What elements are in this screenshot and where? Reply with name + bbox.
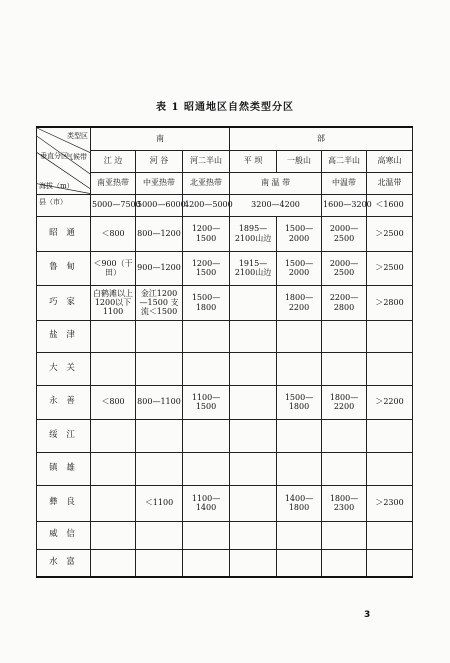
- value-cell: [91, 485, 136, 521]
- value-cell: 800—1200: [136, 216, 183, 251]
- value-cell: [183, 549, 230, 577]
- table-row: [37, 452, 413, 485]
- county-name-cell: 巧 家: [37, 285, 91, 320]
- belt-header: 南 温 带: [230, 172, 322, 194]
- value-cell: 1800—2200: [322, 385, 367, 419]
- value-cell: ＞2200: [367, 385, 413, 419]
- altitude-cell: ＜1600: [367, 194, 413, 216]
- zone-header-right: 部: [230, 127, 413, 150]
- altitude-cell: 3200—4200: [230, 194, 322, 216]
- value-cell: [230, 419, 277, 452]
- value-cell: 2000—2500: [322, 251, 367, 285]
- county-name-cell: 昭 通: [37, 216, 91, 251]
- value-cell: [322, 320, 367, 352]
- county-name-cell: 鲁 甸: [37, 251, 91, 285]
- table-row: [37, 521, 413, 549]
- type-header: 江 边: [91, 150, 136, 172]
- table-row: [37, 320, 413, 352]
- value-cell: 900—1200: [136, 251, 183, 285]
- altitude-cell: 5000—7500: [91, 194, 136, 216]
- type-header: 高二半山: [322, 150, 367, 172]
- value-cell: 1500—2000: [277, 251, 322, 285]
- value-cell: [91, 452, 136, 485]
- county-name-cell: 大 关: [37, 352, 91, 385]
- value-cell: [367, 419, 413, 452]
- value-cell: [277, 352, 322, 385]
- value-cell: 1100—1500: [183, 385, 230, 419]
- value-cell: [136, 521, 183, 549]
- county-name-cell: 绥 江: [37, 419, 91, 452]
- type-header: 高寒山: [367, 150, 413, 172]
- county-name-cell: 盐 津: [37, 320, 91, 352]
- zone-header-left: 南: [91, 127, 230, 150]
- value-cell: ＜800: [91, 385, 136, 419]
- value-cell: [136, 352, 183, 385]
- table-row: [37, 285, 413, 320]
- value-cell: [91, 320, 136, 352]
- value-cell: [91, 549, 136, 577]
- value-cell: [322, 452, 367, 485]
- value-cell: 1500—1800: [183, 285, 230, 320]
- value-cell: 1200—1500: [183, 251, 230, 285]
- value-cell: ＜800: [91, 216, 136, 251]
- value-cell: [277, 549, 322, 577]
- value-cell: [230, 320, 277, 352]
- value-cell: [230, 452, 277, 485]
- corner-label-type: 类型区: [67, 132, 88, 140]
- value-cell: [367, 352, 413, 385]
- belt-header: 南亚热带: [91, 172, 136, 194]
- value-cell: 白鹤滩以上1200以下1100: [91, 285, 136, 320]
- value-cell: 1200—1500: [183, 216, 230, 251]
- value-cell: [367, 452, 413, 485]
- value-cell: [183, 521, 230, 549]
- value-cell: [322, 352, 367, 385]
- belt-header: 中温带: [322, 172, 367, 194]
- altitude-cell: 5000—6000: [136, 194, 183, 216]
- value-cell: ＞2300: [367, 485, 413, 521]
- table-row: [37, 352, 413, 385]
- value-cell: 1500—2000: [277, 216, 322, 251]
- value-cell: [230, 352, 277, 385]
- value-cell: 2000—2500: [322, 216, 367, 251]
- page-number: 3: [364, 610, 371, 620]
- value-cell: [367, 320, 413, 352]
- value-cell: 1400—1800: [277, 485, 322, 521]
- table-row: [37, 251, 413, 285]
- value-cell: [136, 452, 183, 485]
- value-cell: [136, 419, 183, 452]
- value-cell: [367, 521, 413, 549]
- value-cell: ＜1100: [136, 485, 183, 521]
- value-cell: [183, 452, 230, 485]
- value-cell: [183, 352, 230, 385]
- value-cell: [91, 419, 136, 452]
- type-header: 河 谷: [136, 150, 183, 172]
- value-cell: 2200—2800: [322, 285, 367, 320]
- value-cell: [367, 549, 413, 577]
- type-header: 河二半山: [183, 150, 230, 172]
- value-cell: 1800—2200: [277, 285, 322, 320]
- value-cell: [322, 549, 367, 577]
- value-cell: [322, 521, 367, 549]
- table-row: [37, 549, 413, 577]
- value-cell: ＞2500: [367, 251, 413, 285]
- value-cell: [230, 485, 277, 521]
- value-cell: [322, 419, 367, 452]
- type-header: 一般山: [277, 150, 322, 172]
- table-row: [37, 485, 413, 521]
- county-name-cell: 威 信: [37, 521, 91, 549]
- type-header: 平 坝: [230, 150, 277, 172]
- altitude-cell: 4200—5000: [183, 194, 230, 216]
- belt-header: 北温带: [367, 172, 413, 194]
- value-cell: [277, 320, 322, 352]
- table-row: [37, 385, 413, 419]
- value-cell: [136, 549, 183, 577]
- table-title: 表 1 昭通地区自然类型分区: [156, 102, 294, 113]
- zoning-table: [36, 126, 413, 578]
- value-cell: [230, 549, 277, 577]
- value-cell: [91, 521, 136, 549]
- value-cell: 800—1100: [136, 385, 183, 419]
- county-name-cell: 水 富: [37, 549, 91, 577]
- corner-label-vertical: 垂直分区: [40, 152, 68, 160]
- value-cell: [230, 521, 277, 549]
- belt-header: 北亚热带: [183, 172, 230, 194]
- county-name-cell: 彝 良: [37, 485, 91, 521]
- value-cell: 1500—1800: [277, 385, 322, 419]
- corner-label-county: 县（市）: [39, 198, 67, 206]
- value-cell: ＜900（干田）: [91, 251, 136, 285]
- value-cell: [230, 285, 277, 320]
- value-cell: 金江1200—1500 支流＜1500: [136, 285, 183, 320]
- corner-label-altitude: 海拔（m）: [39, 182, 74, 190]
- value-cell: 1895—2100山边: [230, 216, 277, 251]
- value-cell: 1800—2300: [322, 485, 367, 521]
- value-cell: [183, 419, 230, 452]
- value-cell: 1100—1400: [183, 485, 230, 521]
- value-cell: [277, 419, 322, 452]
- value-cell: [277, 452, 322, 485]
- value-cell: [183, 320, 230, 352]
- value-cell: ＞2800: [367, 285, 413, 320]
- corner-label-climate: 气候带: [66, 153, 87, 161]
- value-cell: 1915—2100山边: [230, 251, 277, 285]
- value-cell: [230, 385, 277, 419]
- table-row: [37, 419, 413, 452]
- value-cell: [136, 320, 183, 352]
- county-name-cell: 永 善: [37, 385, 91, 419]
- table-row: [37, 216, 413, 251]
- county-name-cell: 镇 雄: [37, 452, 91, 485]
- belt-header: 中亚热带: [136, 172, 183, 194]
- header-corner-cell: [37, 127, 91, 206]
- altitude-cell: 1600—3200: [322, 194, 367, 216]
- value-cell: [277, 521, 322, 549]
- value-cell: ＞2500: [367, 216, 413, 251]
- value-cell: [91, 352, 136, 385]
